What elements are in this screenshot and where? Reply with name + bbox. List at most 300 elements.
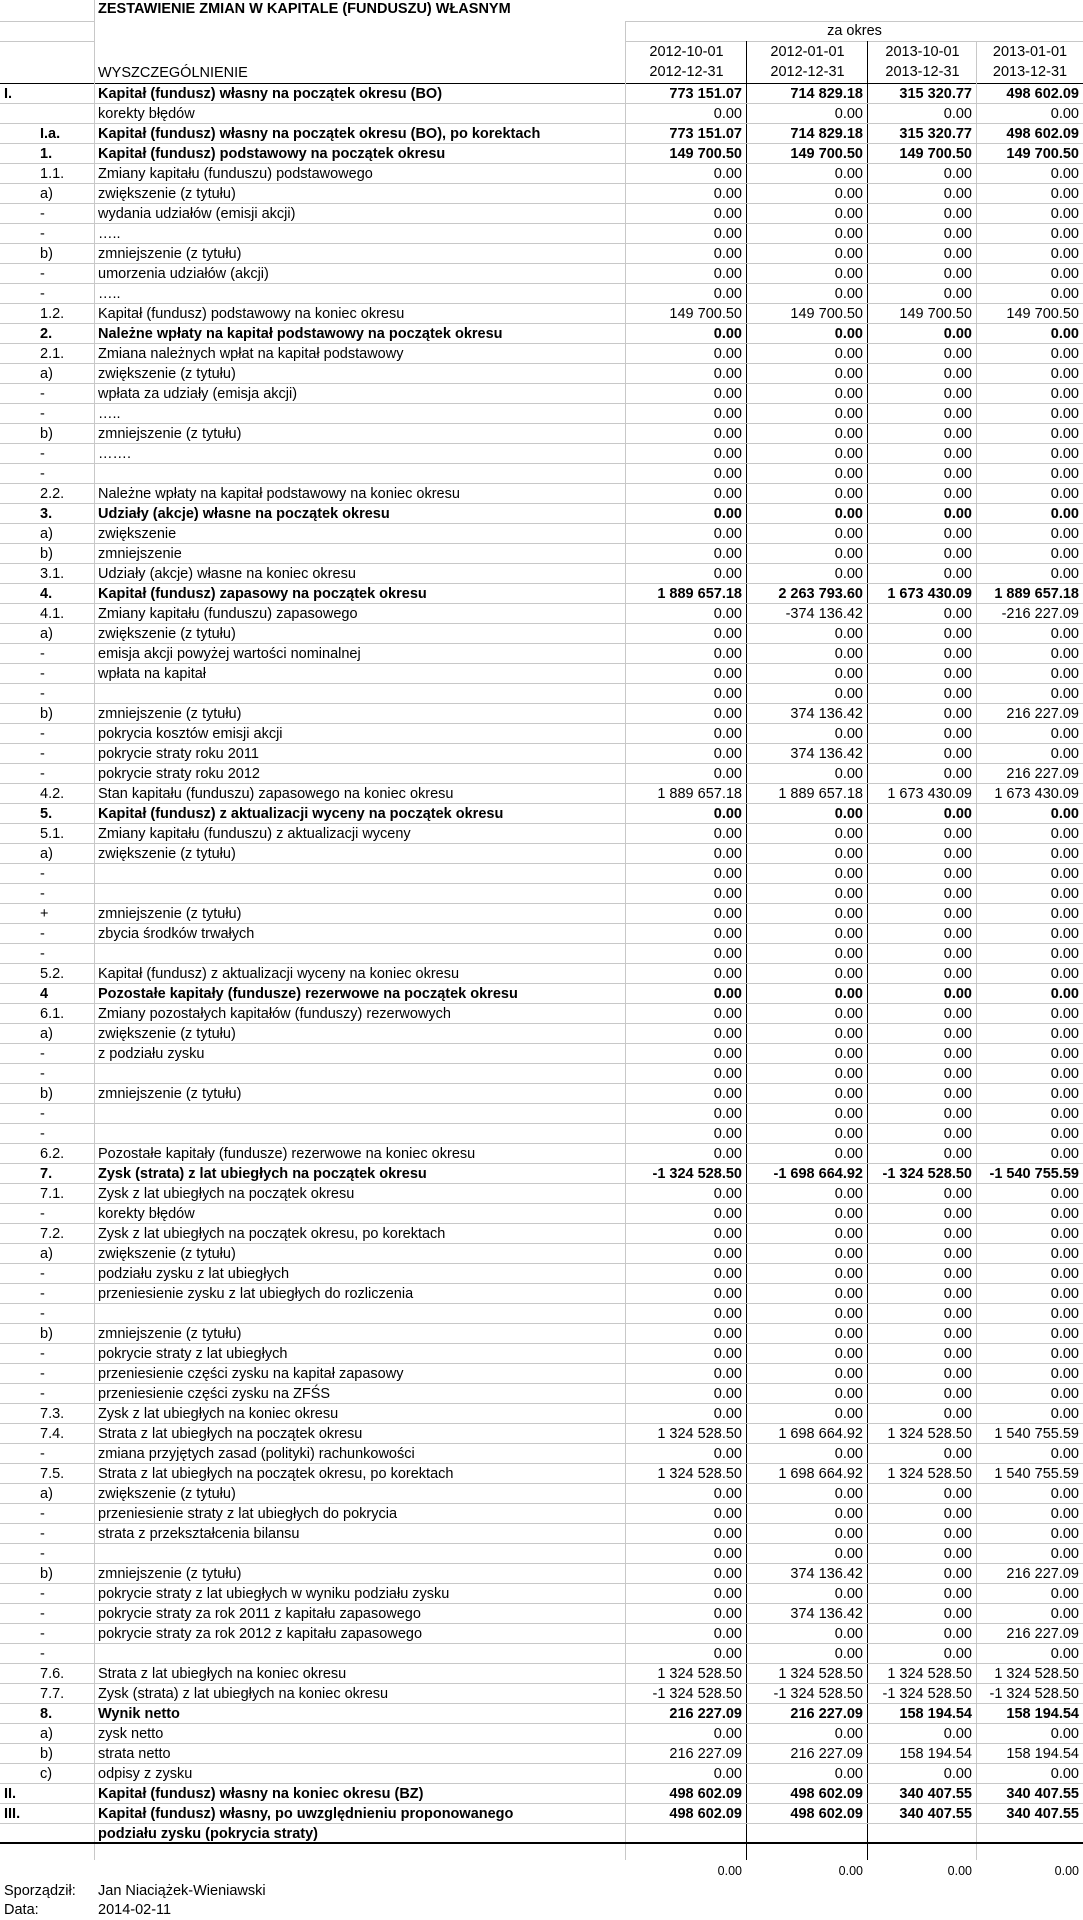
table-row bbox=[0, 84, 1083, 104]
value-cell: 0.00 bbox=[834, 206, 863, 222]
value-cell: 149 700.50 bbox=[1006, 306, 1079, 322]
value-cell: 0.00 bbox=[834, 1006, 863, 1022]
value-cell: 0.00 bbox=[1050, 1526, 1079, 1542]
value-cell: 0.00 bbox=[713, 1646, 742, 1662]
prepared-by-label: Sporządził: bbox=[4, 1883, 76, 1899]
table-row bbox=[0, 724, 1083, 744]
value-cell: 0.00 bbox=[943, 1186, 972, 1202]
row-number: 6.2. bbox=[40, 1146, 65, 1162]
row-number: 2. bbox=[40, 326, 53, 342]
value-cell: 158 194.54 bbox=[899, 1706, 972, 1722]
table-row bbox=[0, 504, 1083, 524]
value-cell: 0.00 bbox=[943, 166, 972, 182]
value-cell: 1 324 528.50 bbox=[657, 1466, 742, 1482]
row-description: Kapitał (fundusz) z aktualizacji wyceny na początek okresu bbox=[98, 806, 504, 822]
row-description: emisja akcji powyżej wartości nominalnej bbox=[98, 646, 361, 662]
value-cell: 0.00 bbox=[943, 186, 972, 202]
value-cell: 0.00 bbox=[713, 766, 742, 782]
value-cell: 315 320.77 bbox=[899, 126, 972, 142]
value-cell: 0.00 bbox=[943, 326, 972, 342]
value-cell: 0.00 bbox=[943, 1266, 972, 1282]
table-row bbox=[0, 564, 1083, 584]
row-number: a) bbox=[40, 526, 53, 542]
period-1-to: 2012-12-31 bbox=[649, 64, 724, 80]
value-cell: 0.00 bbox=[713, 846, 742, 862]
row-description: pokrycie straty za rok 2011 z kapitału zapasowego bbox=[98, 1606, 421, 1622]
table-row bbox=[0, 924, 1083, 944]
value-cell: 0.00 bbox=[834, 946, 863, 962]
value-cell: 0.00 bbox=[1050, 1146, 1079, 1162]
value-cell: 315 320.77 bbox=[899, 86, 972, 102]
value-cell: 0.00 bbox=[713, 346, 742, 362]
value-cell: 773 151.07 bbox=[669, 126, 742, 142]
value-cell: 0.00 bbox=[943, 906, 972, 922]
value-cell: 0.00 bbox=[1050, 1726, 1079, 1742]
value-cell: 0.00 bbox=[713, 106, 742, 122]
value-cell: 0.00 bbox=[834, 486, 863, 502]
table-row bbox=[0, 104, 1083, 124]
row-description: pokrycie straty za rok 2012 z kapitału zapasowego bbox=[98, 1626, 423, 1642]
row-description: Strata z lat ubiegłych na koniec okresu bbox=[98, 1666, 347, 1682]
value-cell: 0.00 bbox=[834, 966, 863, 982]
value-cell: 0.00 bbox=[713, 446, 742, 462]
value-cell: 0.00 bbox=[713, 506, 742, 522]
row-number: I. bbox=[4, 86, 13, 102]
table-row bbox=[0, 1264, 1083, 1284]
value-cell: 1 540 755.59 bbox=[994, 1426, 1079, 1442]
row-description: Zysk (strata) z lat ubiegłych na koniec okresu bbox=[98, 1686, 389, 1702]
value-cell: 0.00 bbox=[1050, 246, 1079, 262]
row-number: 5.2. bbox=[40, 966, 65, 982]
table-row bbox=[0, 624, 1083, 644]
value-cell: 0.00 bbox=[1050, 186, 1079, 202]
value-cell: 0.00 bbox=[1050, 1106, 1079, 1122]
table-row bbox=[0, 1024, 1083, 1044]
check-row bbox=[0, 1861, 1083, 1881]
value-cell: 1 698 664.92 bbox=[778, 1466, 863, 1482]
value-cell: 0.00 bbox=[1050, 1606, 1079, 1622]
value-cell: 0.00 bbox=[834, 646, 863, 662]
row-number: - bbox=[40, 1266, 45, 1282]
row-description: ….. bbox=[98, 286, 121, 302]
value-cell: 0.00 bbox=[713, 1606, 742, 1622]
row-description: Zysk z lat ubiegłych na początek okresu bbox=[98, 1186, 355, 1202]
value-cell: 158 194.54 bbox=[899, 1746, 972, 1762]
value-cell: 0.00 bbox=[943, 526, 972, 542]
table-row bbox=[0, 164, 1083, 184]
row-description: Należne wpłaty na kapitał podstawowy na koniec okresu bbox=[98, 486, 460, 502]
value-cell: 0.00 bbox=[943, 206, 972, 222]
row-number: - bbox=[40, 1206, 45, 1222]
value-cell: 0.00 bbox=[1050, 1506, 1079, 1522]
value-cell: 374 136.42 bbox=[790, 746, 863, 762]
value-cell: 0.00 bbox=[713, 826, 742, 842]
value-cell: 216 227.09 bbox=[1006, 766, 1079, 782]
value-cell: 0.00 bbox=[834, 426, 863, 442]
table-row bbox=[0, 144, 1083, 164]
table-row bbox=[0, 1644, 1083, 1664]
table-row bbox=[0, 1404, 1083, 1424]
value-cell: 0.00 bbox=[943, 666, 972, 682]
value-cell: 0.00 bbox=[1050, 1486, 1079, 1502]
row-description: Zmiany kapitału (funduszu) zapasowego bbox=[98, 606, 358, 622]
row-number: - bbox=[40, 206, 45, 222]
row-description: Kapitał (fundusz) własny na początek okresu (BO) bbox=[98, 86, 443, 102]
value-cell: 0.00 bbox=[834, 346, 863, 362]
value-cell: 0.00 bbox=[834, 566, 863, 582]
value-cell: 1 698 664.92 bbox=[778, 1426, 863, 1442]
row-description: wpłata za udziały (emisja akcji) bbox=[98, 386, 298, 402]
value-cell: 0.00 bbox=[834, 1286, 863, 1302]
value-cell: 0.00 bbox=[834, 726, 863, 742]
row-description: zwiększenie (z tytułu) bbox=[98, 1486, 236, 1502]
value-cell: 1 673 430.09 bbox=[994, 786, 1079, 802]
value-cell: 0.00 bbox=[713, 1006, 742, 1022]
value-cell: 0.00 bbox=[834, 246, 863, 262]
row-number: - bbox=[40, 466, 45, 482]
table-row bbox=[0, 1164, 1083, 1184]
value-cell: 0.00 bbox=[834, 386, 863, 402]
value-cell: 0.00 bbox=[834, 1266, 863, 1282]
value-cell: 149 700.50 bbox=[1006, 146, 1079, 162]
value-cell: 340 407.55 bbox=[899, 1806, 972, 1822]
value-cell: 0.00 bbox=[943, 1626, 972, 1642]
value-cell: 0.00 bbox=[943, 766, 972, 782]
row-number: - bbox=[40, 1126, 45, 1142]
value-cell: 374 136.42 bbox=[790, 1606, 863, 1622]
row-number: 5. bbox=[40, 806, 53, 822]
value-cell: 0.00 bbox=[834, 1766, 863, 1782]
value-cell: 0.00 bbox=[713, 606, 742, 622]
value-cell: 0.00 bbox=[943, 726, 972, 742]
value-cell: 0.00 bbox=[713, 986, 742, 1002]
table-row bbox=[0, 1004, 1083, 1024]
row-number: b) bbox=[40, 246, 53, 262]
row-description: odpisy z zysku bbox=[98, 1766, 193, 1782]
value-cell: 0.00 bbox=[943, 746, 972, 762]
row-number: 1.1. bbox=[40, 166, 65, 182]
value-cell: 0.00 bbox=[943, 1006, 972, 1022]
value-cell: 0.00 bbox=[943, 1146, 972, 1162]
value-cell: 0.00 bbox=[943, 706, 972, 722]
value-cell: 0.00 bbox=[713, 946, 742, 962]
value-cell: 0.00 bbox=[713, 266, 742, 282]
row-description: przeniesienie zysku z lat ubiegłych do rozliczenia bbox=[98, 1286, 414, 1302]
value-cell: 0.00 bbox=[943, 1126, 972, 1142]
value-cell: 0.00 bbox=[834, 1246, 863, 1262]
value-cell: 0.00 bbox=[1050, 726, 1079, 742]
value-cell: 0.00 bbox=[834, 926, 863, 942]
value-cell: 0.00 bbox=[713, 686, 742, 702]
value-cell: 0.00 bbox=[834, 1646, 863, 1662]
value-cell: 0.00 bbox=[713, 666, 742, 682]
value-cell: 0.00 bbox=[943, 1566, 972, 1582]
row-number: b) bbox=[40, 1326, 53, 1342]
row-description: Strata z lat ubiegłych na początek okresu bbox=[98, 1426, 363, 1442]
value-cell: 0.00 bbox=[834, 1406, 863, 1422]
value-cell: 0.00 bbox=[713, 566, 742, 582]
table-row bbox=[0, 364, 1083, 384]
value-cell: 0.00 bbox=[943, 1226, 972, 1242]
value-cell: 0.00 bbox=[834, 766, 863, 782]
value-cell: 0.00 bbox=[713, 1346, 742, 1362]
row-description: Kapitał (fundusz) podstawowy na początek okresu bbox=[98, 146, 446, 162]
row-description: zmniejszenie (z tytułu) bbox=[98, 706, 242, 722]
value-cell: 149 700.50 bbox=[669, 306, 742, 322]
value-cell: 0.00 bbox=[1050, 466, 1079, 482]
row-description: zmniejszenie (z tytułu) bbox=[98, 1566, 242, 1582]
table-row bbox=[0, 284, 1083, 304]
row-number: - bbox=[40, 1546, 45, 1562]
value-cell: 0.00 bbox=[1050, 1266, 1079, 1282]
row-number: - bbox=[40, 766, 45, 782]
value-cell: 0.00 bbox=[1050, 446, 1079, 462]
row-description: podziału zysku z lat ubiegłych bbox=[98, 1266, 290, 1282]
value-cell: 340 407.55 bbox=[1006, 1806, 1079, 1822]
row-number: 4.1. bbox=[40, 606, 65, 622]
value-cell: 0.00 bbox=[834, 666, 863, 682]
value-cell: 0.00 bbox=[713, 1366, 742, 1382]
table-row bbox=[0, 1204, 1083, 1224]
table-row bbox=[0, 604, 1083, 624]
row-description: zwiększenie (z tytułu) bbox=[98, 366, 236, 382]
row-number: - bbox=[40, 746, 45, 762]
row-number: - bbox=[40, 726, 45, 742]
row-number: - bbox=[40, 866, 45, 882]
table-row bbox=[0, 904, 1083, 924]
row-number: 7.3. bbox=[40, 1406, 65, 1422]
row-description: zmniejszenie (z tytułu) bbox=[98, 1326, 242, 1342]
value-cell: 0.00 bbox=[834, 466, 863, 482]
value-cell: 0.00 bbox=[713, 926, 742, 942]
table-row bbox=[0, 684, 1083, 704]
value-cell: 0.00 bbox=[713, 1446, 742, 1462]
row-description: Zmiany kapitału (funduszu) podstawowego bbox=[98, 166, 373, 182]
value-cell: 0.00 bbox=[834, 286, 863, 302]
row-number: - bbox=[40, 226, 45, 242]
period-label: za okres bbox=[827, 23, 882, 39]
value-cell: 1 889 657.18 bbox=[778, 786, 863, 802]
value-cell: 0.00 bbox=[713, 726, 742, 742]
check-cell: 0.00 bbox=[717, 1864, 742, 1878]
value-cell: -374 136.42 bbox=[785, 606, 863, 622]
value-cell: 0.00 bbox=[713, 866, 742, 882]
table-row bbox=[0, 1744, 1083, 1764]
value-cell: 1 673 430.09 bbox=[887, 586, 972, 602]
row-description: Udziały (akcje) własne na początek okresu bbox=[98, 506, 390, 522]
value-cell: 0.00 bbox=[834, 1066, 863, 1082]
value-cell: 1 324 528.50 bbox=[657, 1426, 742, 1442]
value-cell: 216 227.09 bbox=[790, 1746, 863, 1762]
value-cell: 0.00 bbox=[1050, 1086, 1079, 1102]
row-number: + bbox=[40, 906, 49, 922]
value-cell: 149 700.50 bbox=[899, 306, 972, 322]
period-2-to: 2012-12-31 bbox=[770, 64, 845, 80]
row-description: ….. bbox=[98, 406, 121, 422]
row-number: - bbox=[40, 1346, 45, 1362]
row-description: zmniejszenie (z tytułu) bbox=[98, 426, 242, 442]
value-cell: 0.00 bbox=[943, 926, 972, 942]
value-cell: 0.00 bbox=[1050, 846, 1079, 862]
row-number: - bbox=[40, 1286, 45, 1302]
table-row bbox=[0, 304, 1083, 324]
value-cell: 0.00 bbox=[834, 1386, 863, 1402]
value-cell: 1 324 528.50 bbox=[887, 1426, 972, 1442]
row-description: Zysk z lat ubiegłych na początek okresu, po korektach bbox=[98, 1226, 446, 1242]
value-cell: 0.00 bbox=[943, 1506, 972, 1522]
value-cell: 0.00 bbox=[1050, 906, 1079, 922]
value-cell: 0.00 bbox=[713, 1486, 742, 1502]
value-cell: 0.00 bbox=[1050, 1026, 1079, 1042]
table-row bbox=[0, 324, 1083, 344]
row-description: pokrycie straty z lat ubiegłych bbox=[98, 1346, 288, 1362]
value-cell: -1 324 528.50 bbox=[989, 1686, 1079, 1702]
table-row bbox=[0, 944, 1083, 964]
row-description: Kapitał (fundusz) własny na początek okresu (BO), po korektach bbox=[98, 126, 541, 142]
value-cell: 0.00 bbox=[943, 1346, 972, 1362]
table-row bbox=[0, 964, 1083, 984]
row-description: Kapitał (fundusz) podstawowy na koniec okresu bbox=[98, 306, 405, 322]
row-description: Kapitał (fundusz) z aktualizacji wyceny na koniec okresu bbox=[98, 966, 460, 982]
row-description: Pozostałe kapitały (fundusze) rezerwowe na początek okresu bbox=[98, 986, 518, 1002]
row-number: 5.1. bbox=[40, 826, 65, 842]
row-number: 4.2. bbox=[40, 786, 65, 802]
row-number: b) bbox=[40, 1566, 53, 1582]
table-row bbox=[0, 1124, 1083, 1144]
table-row bbox=[0, 1324, 1083, 1344]
value-cell: 0.00 bbox=[1050, 666, 1079, 682]
value-cell: 0.00 bbox=[943, 1286, 972, 1302]
row-description: Kapitał (fundusz) zapasowy na początek okresu bbox=[98, 586, 427, 602]
value-cell: 0.00 bbox=[943, 566, 972, 582]
value-cell: 0.00 bbox=[943, 366, 972, 382]
period-2-from: 2012-01-01 bbox=[770, 44, 845, 60]
table-row bbox=[0, 1084, 1083, 1104]
value-cell: 0.00 bbox=[943, 1326, 972, 1342]
row-description: Kapitał (fundusz) własny, po uwzględnieniu proponowanego bbox=[98, 1806, 514, 1822]
row-number: - bbox=[40, 666, 45, 682]
value-cell: 0.00 bbox=[834, 826, 863, 842]
period-4-from: 2013-01-01 bbox=[992, 44, 1068, 60]
value-cell: 0.00 bbox=[943, 1486, 972, 1502]
value-cell: 0.00 bbox=[834, 506, 863, 522]
row-description: zysk netto bbox=[98, 1726, 164, 1742]
row-number: 7.7. bbox=[40, 1686, 65, 1702]
date-value: 2014-02-11 bbox=[98, 1902, 172, 1918]
value-cell: 0.00 bbox=[834, 906, 863, 922]
value-cell: 0.00 bbox=[713, 366, 742, 382]
value-cell: 0.00 bbox=[943, 386, 972, 402]
value-cell: 0.00 bbox=[834, 546, 863, 562]
table-row bbox=[0, 844, 1083, 864]
value-cell: 0.00 bbox=[834, 166, 863, 182]
row-description: wydania udziałów (emisji akcji) bbox=[98, 206, 296, 222]
value-cell: 0.00 bbox=[943, 1246, 972, 1262]
table-row bbox=[0, 1224, 1083, 1244]
row-description: zmniejszenie (z tytułu) bbox=[98, 246, 242, 262]
value-cell: 0.00 bbox=[943, 866, 972, 882]
value-cell: 0.00 bbox=[834, 846, 863, 862]
value-cell: 0.00 bbox=[1050, 806, 1079, 822]
row-description: zmniejszenie (z tytułu) bbox=[98, 906, 242, 922]
table-row bbox=[0, 424, 1083, 444]
value-cell: 0.00 bbox=[834, 1306, 863, 1322]
row-number: - bbox=[40, 686, 45, 702]
table-row bbox=[0, 1304, 1083, 1324]
value-cell: 0.00 bbox=[834, 866, 863, 882]
row-description: wpłata na kapitał bbox=[98, 666, 207, 682]
period-3-to: 2013-12-31 bbox=[885, 64, 960, 80]
value-cell: 0.00 bbox=[943, 506, 972, 522]
value-cell: 0.00 bbox=[713, 966, 742, 982]
value-cell: 0.00 bbox=[713, 1106, 742, 1122]
value-cell: 0.00 bbox=[943, 626, 972, 642]
value-cell: 0.00 bbox=[943, 1026, 972, 1042]
value-cell: 0.00 bbox=[713, 626, 742, 642]
row-number: 1.2. bbox=[40, 306, 65, 322]
row-description: Kapitał (fundusz) własny na koniec okresu (BZ) bbox=[98, 1786, 424, 1802]
value-cell: 149 700.50 bbox=[790, 146, 863, 162]
prepared-by-row bbox=[0, 1881, 1083, 1901]
value-cell: 0.00 bbox=[1050, 1046, 1079, 1062]
table-row bbox=[0, 244, 1083, 264]
value-cell: 498 602.09 bbox=[1006, 126, 1079, 142]
row-number: a) bbox=[40, 1246, 53, 1262]
table-row bbox=[0, 1804, 1083, 1824]
row-description: z podziału zysku bbox=[98, 1046, 205, 1062]
value-cell: 0.00 bbox=[1050, 1646, 1079, 1662]
table-row bbox=[0, 1424, 1083, 1444]
value-cell: 0.00 bbox=[713, 746, 742, 762]
value-cell: 0.00 bbox=[834, 1446, 863, 1462]
table-row bbox=[0, 1104, 1083, 1124]
row-description: zmniejszenie bbox=[98, 546, 182, 562]
row-description: strata z przekształcenia bilansu bbox=[98, 1526, 300, 1542]
value-cell: 0.00 bbox=[834, 806, 863, 822]
value-cell: 0.00 bbox=[943, 946, 972, 962]
value-cell: 0.00 bbox=[713, 246, 742, 262]
row-number: b) bbox=[40, 546, 53, 562]
value-cell: 0.00 bbox=[713, 426, 742, 442]
value-cell: 0.00 bbox=[1050, 1226, 1079, 1242]
row-number: 6.1. bbox=[40, 1006, 65, 1022]
value-cell: 0.00 bbox=[834, 1146, 863, 1162]
value-cell: 0.00 bbox=[834, 626, 863, 642]
value-cell: 0.00 bbox=[943, 886, 972, 902]
table-row bbox=[0, 584, 1083, 604]
row-description: przeniesienie części zysku na ZFŚS bbox=[98, 1386, 331, 1402]
table-row bbox=[0, 804, 1083, 824]
value-cell: 216 227.09 bbox=[790, 1706, 863, 1722]
value-cell: -1 324 528.50 bbox=[652, 1686, 742, 1702]
value-cell: 0.00 bbox=[713, 1126, 742, 1142]
value-cell: 0.00 bbox=[834, 186, 863, 202]
row-number: b) bbox=[40, 706, 53, 722]
row-description: zwiększenie (z tytułu) bbox=[98, 186, 236, 202]
value-cell: 0.00 bbox=[1050, 226, 1079, 242]
value-cell: 0.00 bbox=[1050, 826, 1079, 842]
value-cell: 0.00 bbox=[834, 446, 863, 462]
table-row bbox=[0, 1584, 1083, 1604]
value-cell: 0.00 bbox=[713, 526, 742, 542]
table-row bbox=[0, 1604, 1083, 1624]
row-description: Zysk (strata) z lat ubiegłych na początek okresu bbox=[98, 1166, 427, 1182]
value-cell: 0.00 bbox=[943, 606, 972, 622]
value-cell: 0.00 bbox=[1050, 506, 1079, 522]
date-label: Data: bbox=[4, 1902, 39, 1918]
value-cell: 0.00 bbox=[1050, 626, 1079, 642]
row-number: - bbox=[40, 886, 45, 902]
